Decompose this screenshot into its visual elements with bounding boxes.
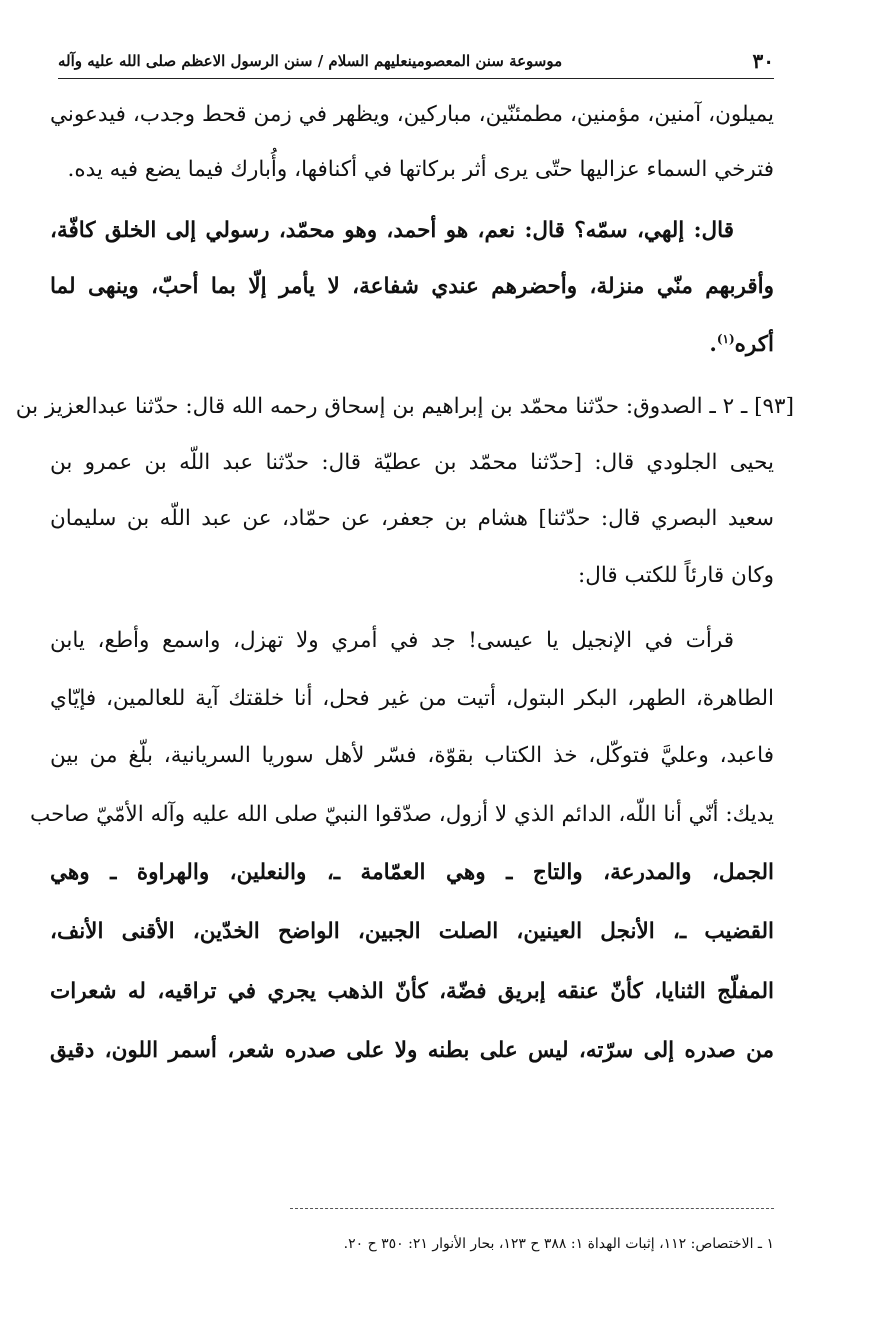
- text-line: يديك: أنّي أنا اللّه، الدائم الذي لا أزول، صدّقوا النبيّ صلى الله عليه وآله الأمّيّ صاحب: [30, 802, 774, 827]
- footnote-divider: [290, 1208, 774, 1209]
- text-line: قال: إلهي، سمّه؟ قال: نعم، هو أحمد، وهو محمّد، رسولي إلى الخلق كافّة،: [50, 218, 734, 243]
- text-line: القضيب ـ، الأنجل العينين، الصلت الجبين، الواضح الخدّين، الأقنى الأنف،: [50, 919, 774, 944]
- text-line: قرأت في الإنجيل يا عيسى! جد في أمري ولا تهزل، واسمع وأطع، يابن: [50, 628, 734, 653]
- text-line-with-ref: أكره$^{(١)}$.: [709, 332, 774, 358]
- page-number: ٣٠: [752, 49, 774, 73]
- text-line: فترخي السماء عزاليها حتّى يرى أثر بركاتها في أكنافها، وأُبارك فيما يضع فيه يده.: [67, 157, 774, 182]
- footnote-ref: (١): [716, 332, 735, 346]
- text-line: المفلّج الثنايا، كأنّ عنقه إبريق فضّة، كأنّ الذهب يجري في تراقيه، له شعرات: [50, 979, 774, 1004]
- text-line: وكان قارئاً للكتب قال:: [577, 563, 774, 588]
- header-title: موسوعة سنن المعصومينعليهم السلام / سنن الرسول الاعظم صلى الله عليه وآله: [58, 52, 563, 70]
- text-line: الطاهرة، الطهر، البكر البتول، أتيت من غير فحل، أنا خلقتك آية للعالمين، فإيّاي: [50, 686, 774, 711]
- hadith-heading-line: [٩٣] ـ ٢ ـ الصدوق: حدّثنا محمّد بن إبراهيم بن إسحاق رحمه الله قال: حدّثنا عبدالعزيز بن: [15, 394, 794, 419]
- text-line: سعيد البصري قال: حدّثنا] هشام بن جعفر، عن حمّاد، عن عبد اللّه بن سليمان: [50, 506, 774, 531]
- text-line: يميلون، آمنين، مؤمنين، مطمئنّين، مباركين، ويظهر في زمن قحط وجدب، فيدعوني: [50, 102, 774, 127]
- text-line: من صدره إلى سرّته، ليس على بطنه ولا على صدره شعر، أسمر اللون، دقيق: [50, 1038, 774, 1063]
- text-line: أكره: [734, 332, 774, 358]
- text-line: فاعبد، وعليَّ فتوكّل، خذ الكتاب بقوّة، فسّر لأهل سوريا السريانية، بلّغ من بين: [50, 743, 774, 768]
- footnote: ١ ـ الاختصاص: ١١٢، إثبات الهداة ١: ٣٨٨ ح ١٢٣، بحار الأنوار ٢١: ٣٥٠ ح ٢٠.: [343, 1236, 774, 1252]
- text-line: وأقربهم منّي منزلة، وأحضرهم عندي شفاعة، لا يأمر إلّا بما أحبّ، وينهى لما: [50, 274, 774, 299]
- text-line: يحيى الجلودي قال: [حدّثنا محمّد بن عطيّة قال: حدّثنا عبد اللّه بن عمرو بن: [50, 450, 774, 475]
- running-header: [58, 44, 774, 79]
- text-line: الجمل، والمدرعة، والتاج ـ وهي العمّامة ـ، والنعلين، والهراوة ـ وهي: [50, 860, 774, 885]
